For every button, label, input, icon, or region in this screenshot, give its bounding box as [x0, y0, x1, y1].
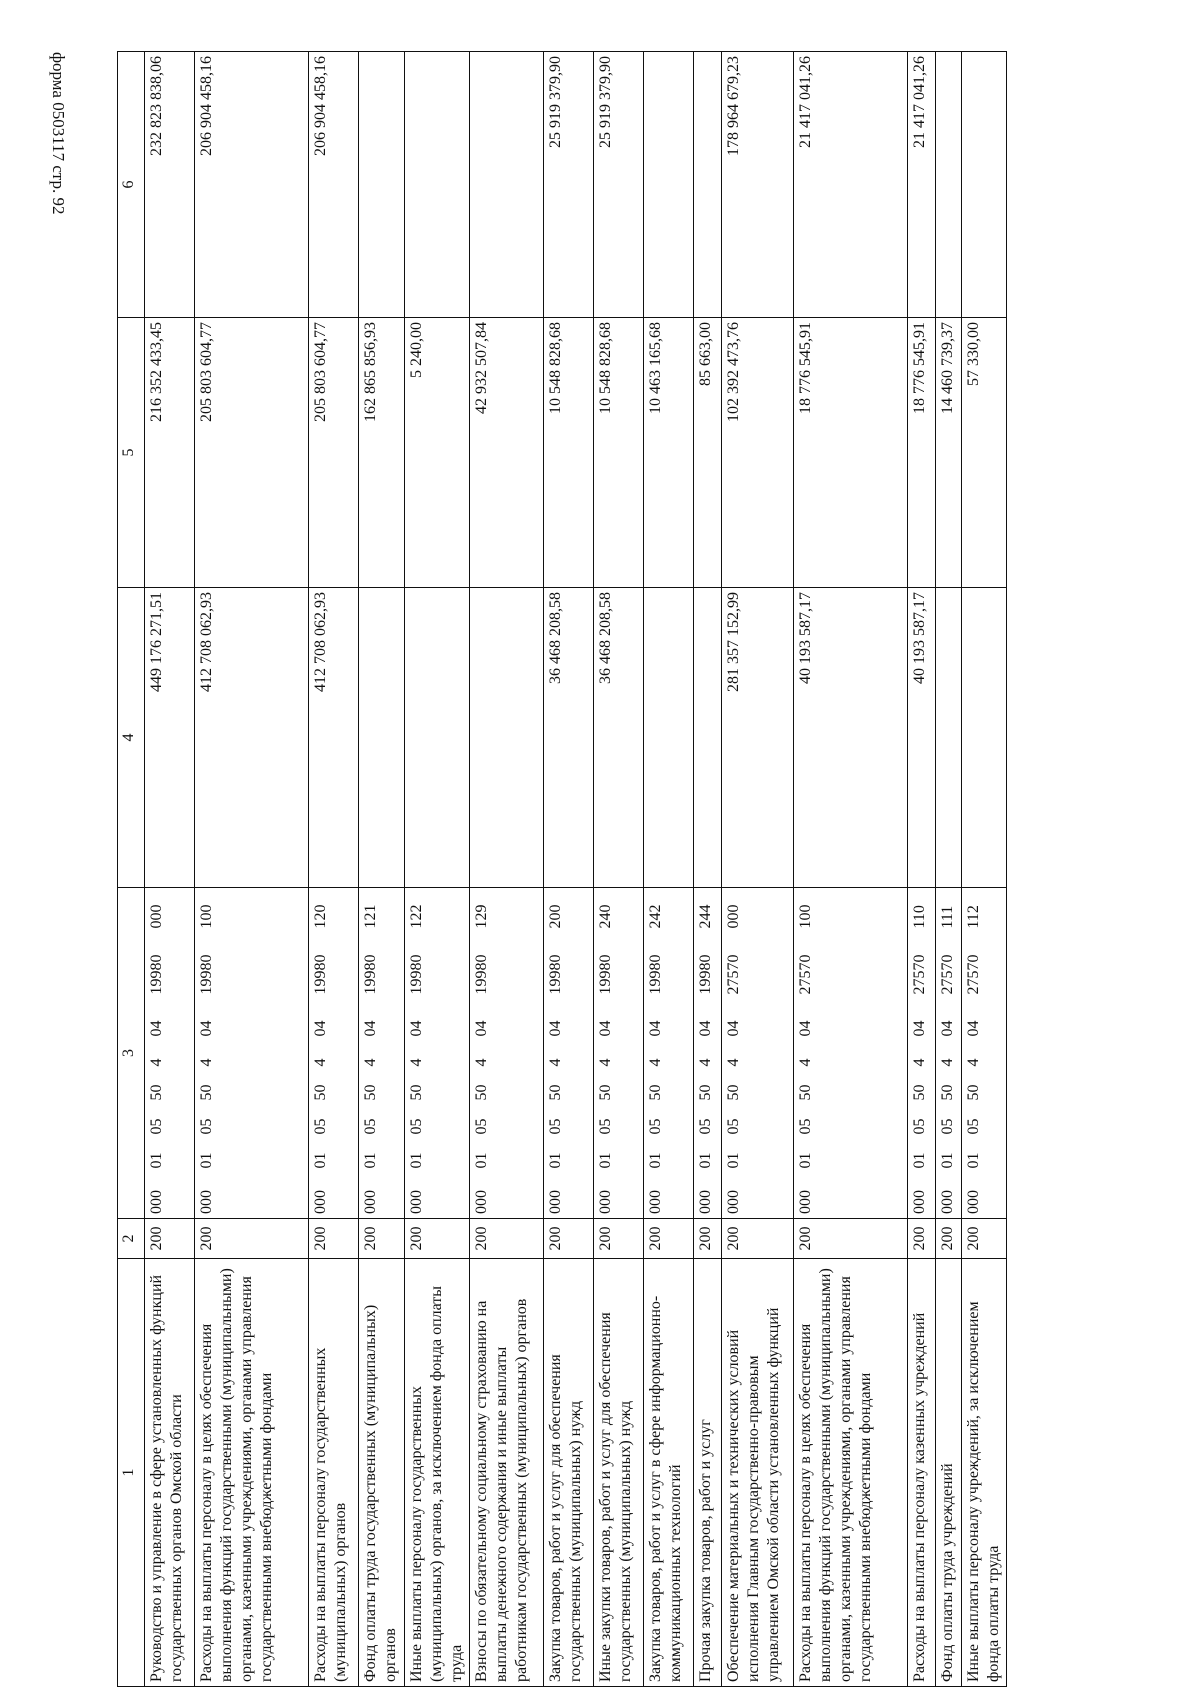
budget-code-part: 121 — [359, 888, 405, 933]
line-code: 200 — [936, 1219, 962, 1259]
line-code: 200 — [309, 1219, 359, 1259]
budget-code-part: 19980 — [145, 933, 195, 999]
budget-code-part: 01 — [908, 1139, 936, 1173]
expenditure-table — [117, 51, 1007, 1687]
header-col-6: 6 — [118, 52, 145, 318]
budget-code-part: 01 — [644, 1139, 694, 1173]
budget-code-part: 50 — [359, 1071, 405, 1105]
table-row — [644, 52, 694, 1687]
budget-code-part: 01 — [470, 1139, 544, 1173]
budget-code-part: 04 — [309, 999, 359, 1041]
approved-amount: 281 357 152,99 — [722, 588, 794, 888]
approved-amount — [694, 588, 722, 888]
budget-code-part: 50 — [908, 1071, 936, 1105]
budget-code-part: 27570 — [962, 933, 1007, 999]
budget-code-part: 19980 — [359, 933, 405, 999]
line-code: 200 — [962, 1219, 1007, 1259]
budget-code-part: 100 — [794, 888, 908, 933]
budget-code-part: 50 — [470, 1071, 544, 1105]
budget-code-part: 4 — [145, 1041, 195, 1071]
table-row — [544, 52, 594, 1687]
budget-code-part: 4 — [936, 1041, 962, 1071]
budget-code-part: 50 — [722, 1071, 794, 1105]
budget-code-part: 05 — [145, 1105, 195, 1139]
budget-code-part: 01 — [936, 1139, 962, 1173]
executed-amount: 18 776 545,91 — [794, 318, 908, 588]
budget-code-part: 04 — [405, 999, 470, 1041]
header-col-5: 5 — [118, 318, 145, 588]
budget-code-part: 05 — [794, 1105, 908, 1139]
unexecuted-amount — [694, 52, 722, 318]
unexecuted-amount: 25 919 379,90 — [544, 52, 594, 318]
budget-code-part: 4 — [470, 1041, 544, 1071]
approved-amount — [936, 588, 962, 888]
budget-code-part: 01 — [722, 1139, 794, 1173]
table-row — [145, 52, 195, 1687]
unexecuted-amount: 232 823 838,06 — [145, 52, 195, 318]
budget-code-part: 05 — [644, 1105, 694, 1139]
unexecuted-amount — [962, 52, 1007, 318]
budget-code-part: 01 — [309, 1139, 359, 1173]
line-code: 200 — [544, 1219, 594, 1259]
budget-code-part: 000 — [722, 1173, 794, 1219]
budget-code-part: 04 — [794, 999, 908, 1041]
budget-code-part: 27570 — [722, 933, 794, 999]
unexecuted-amount: 206 904 458,16 — [195, 52, 309, 318]
form-reference: форма 0503117 стр. 92 — [49, 52, 68, 215]
budget-code-part: 244 — [694, 888, 722, 933]
budget-code-part: 01 — [405, 1139, 470, 1173]
executed-amount: 102 392 473,76 — [722, 318, 794, 588]
line-code: 200 — [794, 1219, 908, 1259]
table-row — [794, 52, 908, 1687]
table-row — [470, 52, 544, 1687]
budget-code-part: 04 — [594, 999, 644, 1041]
budget-code-part: 120 — [309, 888, 359, 933]
budget-code-part: 50 — [405, 1071, 470, 1105]
header-col-1: 1 — [118, 1259, 145, 1687]
budget-code-part: 4 — [544, 1041, 594, 1071]
budget-code-part: 4 — [962, 1041, 1007, 1071]
budget-code-part: 50 — [936, 1071, 962, 1105]
table-row — [195, 52, 309, 1687]
budget-code-part: 50 — [594, 1071, 644, 1105]
executed-amount: 85 663,00 — [694, 318, 722, 588]
unexecuted-amount — [936, 52, 962, 318]
budget-code-part: 000 — [405, 1173, 470, 1219]
budget-code-part: 05 — [195, 1105, 309, 1139]
budget-code-part: 4 — [195, 1041, 309, 1071]
budget-code-part: 04 — [962, 999, 1007, 1041]
row-name: Иные выплаты персоналу учреждений, за исключением фонда оплаты труда — [962, 1259, 1007, 1687]
header-row — [118, 52, 145, 1687]
budget-code-part: 4 — [309, 1041, 359, 1071]
budget-code-part: 000 — [962, 1173, 1007, 1219]
row-name: Закупка товаров, работ и услуг для обеспечения государственных (муниципальных) нужд — [544, 1259, 594, 1687]
budget-code-part: 05 — [405, 1105, 470, 1139]
row-name: Расходы на выплаты персоналу в целях обеспечения выполнения функций государственными (муниципальными) органами, казенными учреждениями, органами управления государственными внебюджетными фондами — [794, 1259, 908, 1687]
budget-code-part: 50 — [962, 1071, 1007, 1105]
budget-code-part: 50 — [644, 1071, 694, 1105]
table-row — [309, 52, 359, 1687]
row-name: Взносы по обязательному социальному страхованию на выплаты денежного содержания и иные выплаты работникам государственных (муниципальных) органов — [470, 1259, 544, 1687]
unexecuted-amount — [470, 52, 544, 318]
unexecuted-amount: 178 964 679,23 — [722, 52, 794, 318]
budget-code-part: 240 — [594, 888, 644, 933]
unexecuted-amount — [359, 52, 405, 318]
table-row — [594, 52, 644, 1687]
row-name: Иные выплаты персоналу государственных (муниципальных) органов, за исключением фонда оплаты труда — [405, 1259, 470, 1687]
budget-code-part: 04 — [145, 999, 195, 1041]
budget-code-part: 01 — [962, 1139, 1007, 1173]
budget-code-part: 4 — [908, 1041, 936, 1071]
budget-code-part: 000 — [195, 1173, 309, 1219]
executed-amount: 205 803 604,77 — [309, 318, 359, 588]
budget-code-part: 04 — [722, 999, 794, 1041]
budget-code-part: 27570 — [908, 933, 936, 999]
budget-code-part: 04 — [470, 999, 544, 1041]
budget-code-part: 04 — [936, 999, 962, 1041]
unexecuted-amount — [644, 52, 694, 318]
unexecuted-amount: 206 904 458,16 — [309, 52, 359, 318]
executed-amount: 10 463 165,68 — [644, 318, 694, 588]
approved-amount — [962, 588, 1007, 888]
budget-code-part: 000 — [145, 888, 195, 933]
approved-amount: 449 176 271,51 — [145, 588, 195, 888]
table-row — [936, 52, 962, 1687]
row-name: Руководство и управление в сфере установленных функций государственных органов Омской области — [145, 1259, 195, 1687]
line-code: 200 — [644, 1219, 694, 1259]
line-code: 200 — [908, 1219, 936, 1259]
budget-code-part: 05 — [309, 1105, 359, 1139]
budget-code-part: 4 — [694, 1041, 722, 1071]
table-row — [405, 52, 470, 1687]
budget-code-part: 000 — [722, 888, 794, 933]
budget-code-part: 19980 — [694, 933, 722, 999]
budget-code-part: 19980 — [594, 933, 644, 999]
budget-code-part: 04 — [544, 999, 594, 1041]
line-code: 200 — [722, 1219, 794, 1259]
approved-amount — [470, 588, 544, 888]
line-code: 200 — [694, 1219, 722, 1259]
executed-amount: 10 548 828,68 — [544, 318, 594, 588]
budget-code-part: 05 — [694, 1105, 722, 1139]
budget-code-part: 05 — [594, 1105, 644, 1139]
executed-amount: 57 330,00 — [962, 318, 1007, 588]
row-name: Расходы на выплаты персоналу государственных (муниципальных) органов — [309, 1259, 359, 1687]
line-code: 200 — [145, 1219, 195, 1259]
row-name: Обеспечение материальных и технических условий исполнения Главным государственно-правовым управлением Омской области установленных функций — [722, 1259, 794, 1687]
row-name: Прочая закупка товаров, работ и услуг — [694, 1259, 722, 1687]
table-body — [145, 52, 1007, 1687]
budget-code-part: 01 — [594, 1139, 644, 1173]
unexecuted-amount: 21 417 041,26 — [908, 52, 936, 318]
budget-code-part: 05 — [470, 1105, 544, 1139]
approved-amount: 412 708 062,93 — [309, 588, 359, 888]
budget-code-part: 000 — [544, 1173, 594, 1219]
approved-amount — [405, 588, 470, 888]
header-col-4: 4 — [118, 588, 145, 888]
budget-code-part: 01 — [195, 1139, 309, 1173]
approved-amount: 36 468 208,58 — [544, 588, 594, 888]
budget-code-part: 01 — [794, 1139, 908, 1173]
executed-amount: 14 460 739,37 — [936, 318, 962, 588]
budget-code-part: 19980 — [405, 933, 470, 999]
table-row — [359, 52, 405, 1687]
budget-code-part: 27570 — [936, 933, 962, 999]
line-code: 200 — [405, 1219, 470, 1259]
budget-code-part: 100 — [195, 888, 309, 933]
executed-amount: 5 240,00 — [405, 318, 470, 588]
budget-code-part: 19980 — [544, 933, 594, 999]
budget-code-part: 05 — [962, 1105, 1007, 1139]
line-code: 200 — [359, 1219, 405, 1259]
table-row — [694, 52, 722, 1687]
budget-code-part: 50 — [145, 1071, 195, 1105]
budget-code-part: 4 — [722, 1041, 794, 1071]
budget-code-part: 05 — [722, 1105, 794, 1139]
table-row — [722, 52, 794, 1687]
table-row — [962, 52, 1007, 1687]
line-code: 200 — [470, 1219, 544, 1259]
approved-amount: 40 193 587,17 — [794, 588, 908, 888]
budget-code-part: 19980 — [644, 933, 694, 999]
header-col-2: 2 — [118, 1219, 145, 1259]
budget-code-part: 129 — [470, 888, 544, 933]
budget-code-part: 01 — [359, 1139, 405, 1173]
budget-code-part: 04 — [195, 999, 309, 1041]
row-name: Фонд оплаты труда учреждений — [936, 1259, 962, 1687]
budget-code-part: 000 — [594, 1173, 644, 1219]
budget-code-part: 122 — [405, 888, 470, 933]
budget-code-part: 000 — [309, 1173, 359, 1219]
budget-code-part: 05 — [936, 1105, 962, 1139]
budget-code-part: 19980 — [470, 933, 544, 999]
budget-code-part: 4 — [405, 1041, 470, 1071]
budget-code-part: 4 — [359, 1041, 405, 1071]
budget-code-part: 000 — [794, 1173, 908, 1219]
budget-code-part: 50 — [794, 1071, 908, 1105]
line-code: 200 — [195, 1219, 309, 1259]
budget-code-part: 05 — [544, 1105, 594, 1139]
budget-code-part: 000 — [359, 1173, 405, 1219]
unexecuted-amount: 25 919 379,90 — [594, 52, 644, 318]
budget-code-part: 01 — [694, 1139, 722, 1173]
budget-code-part: 4 — [644, 1041, 694, 1071]
executed-amount: 162 865 856,93 — [359, 318, 405, 588]
budget-code-part: 000 — [694, 1173, 722, 1219]
row-name: Расходы на выплаты персоналу казенных учреждений — [908, 1259, 936, 1687]
budget-code-part: 04 — [694, 999, 722, 1041]
row-name: Фонд оплаты труда государственных (муниципальных) органов — [359, 1259, 405, 1687]
budget-code-part: 27570 — [794, 933, 908, 999]
approved-amount — [644, 588, 694, 888]
budget-code-part: 000 — [936, 1173, 962, 1219]
header-col-3: 3 — [118, 888, 145, 1219]
budget-code-part: 4 — [794, 1041, 908, 1071]
executed-amount: 10 548 828,68 — [594, 318, 644, 588]
budget-code-part: 50 — [544, 1071, 594, 1105]
budget-code-part: 01 — [544, 1139, 594, 1173]
budget-code-part: 01 — [145, 1139, 195, 1173]
budget-code-part: 000 — [644, 1173, 694, 1219]
row-name: Расходы на выплаты персоналу в целях обеспечения выполнения функций государственными (муниципальными) органами, казенными учреждениями, органами управления государственными внебюджетными фондами — [195, 1259, 309, 1687]
rotated-page — [117, 52, 1005, 1687]
unexecuted-amount — [405, 52, 470, 318]
budget-code-part: 242 — [644, 888, 694, 933]
budget-code-part: 04 — [644, 999, 694, 1041]
budget-code-part: 19980 — [309, 933, 359, 999]
table-row — [908, 52, 936, 1687]
budget-code-part: 50 — [694, 1071, 722, 1105]
budget-code-part: 000 — [145, 1173, 195, 1219]
approved-amount: 36 468 208,58 — [594, 588, 644, 888]
budget-code-part: 200 — [544, 888, 594, 933]
row-name: Иные закупки товаров, работ и услуг для обеспечения государственных (муниципальных) нужд — [594, 1259, 644, 1687]
executed-amount: 18 776 545,91 — [908, 318, 936, 588]
budget-code-part: 50 — [195, 1071, 309, 1105]
executed-amount: 205 803 604,77 — [195, 318, 309, 588]
budget-code-part: 04 — [908, 999, 936, 1041]
budget-code-part: 000 — [908, 1173, 936, 1219]
approved-amount — [359, 588, 405, 888]
budget-code-part: 4 — [594, 1041, 644, 1071]
executed-amount: 216 352 433,45 — [145, 318, 195, 588]
line-code: 200 — [594, 1219, 644, 1259]
approved-amount: 412 708 062,93 — [195, 588, 309, 888]
budget-code-part: 05 — [359, 1105, 405, 1139]
budget-code-part: 000 — [470, 1173, 544, 1219]
budget-code-part: 111 — [936, 888, 962, 933]
row-name: Закупка товаров, работ и услуг в сфере информационно-коммуникационных технологий — [644, 1259, 694, 1687]
budget-code-part: 110 — [908, 888, 936, 933]
budget-code-part: 04 — [359, 999, 405, 1041]
budget-code-part: 05 — [908, 1105, 936, 1139]
approved-amount: 40 193 587,17 — [908, 588, 936, 888]
unexecuted-amount: 21 417 041,26 — [794, 52, 908, 318]
budget-code-part: 112 — [962, 888, 1007, 933]
budget-code-part: 19980 — [195, 933, 309, 999]
executed-amount: 42 932 507,84 — [470, 318, 544, 588]
budget-code-part: 50 — [309, 1071, 359, 1105]
